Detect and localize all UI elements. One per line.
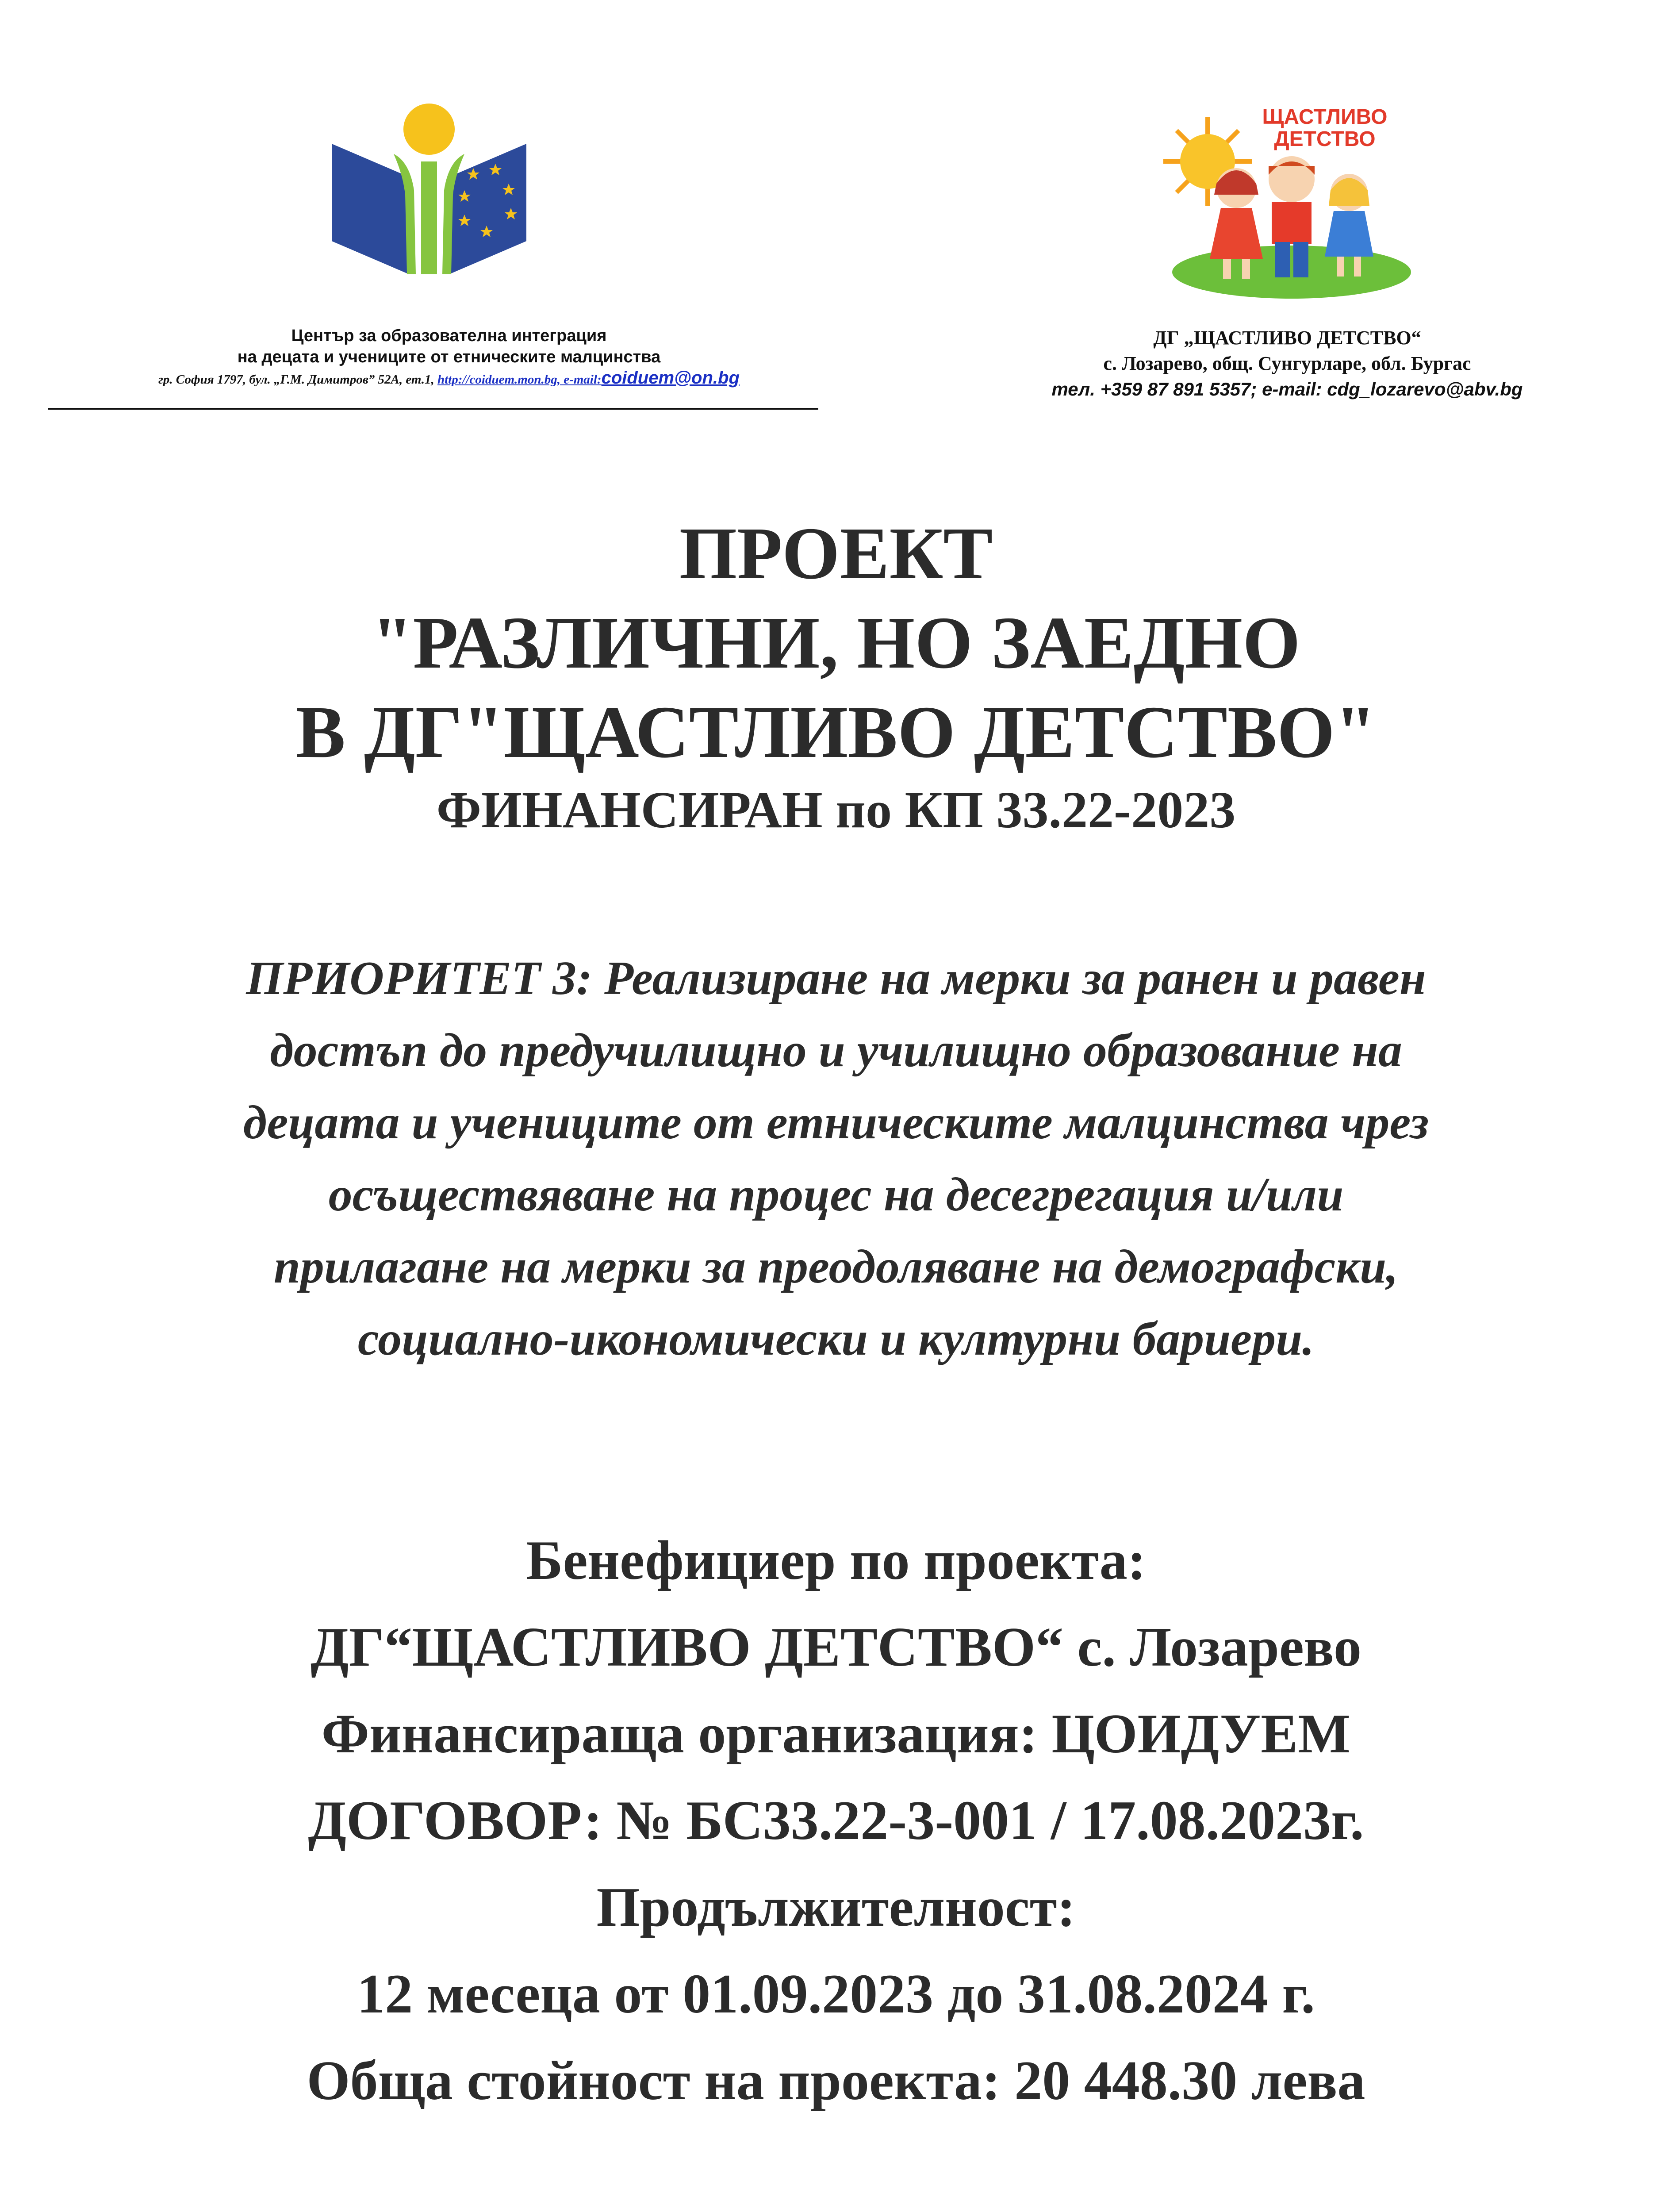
right-org-info [933,325,1641,402]
logo-text-line1: ЩАСТЛИВО [1262,105,1388,129]
left-org-address: гр. София 1797, бул. „Г.М. Димитров” 52А, ет.1, [158,373,438,387]
kindergarten-name: ДГ „ЩАСТЛИВО ДЕТСТВО“ [1153,327,1421,349]
title-line1: ПРОЕКТ [679,512,993,595]
priority-line1: ПРИОРИТЕТ 3: Реализиране на мерки за ранен и равен [246,952,1426,1005]
left-header-divider [48,408,818,410]
left-org-name-line2: на децата и учениците от етническите малцинства [237,348,661,366]
book-with-sun-and-eu-stars-logo-icon [327,102,531,279]
title-line2: "РАЗЛИЧНИ, НО ЗАЕДНО [372,602,1300,684]
left-org-website-link[interactable]: http://coiduem.mon.bg [437,373,557,387]
kindergarten-address: с. Лозарево, общ. Сунгурларе, обл. Бургас [1103,353,1471,374]
title-line3: В ДГ"ЩАСТЛИВО ДЕТСТВО" [296,691,1376,773]
beneficiary-label: Бенефициер по проекта: [526,1530,1146,1591]
priority-line4: осъществяване на процес на десегрегация и/или [328,1168,1344,1221]
priority-line3: децата и учениците от етническите малцинства чрез [243,1096,1429,1149]
coiduem-logo [327,102,531,279]
duration-value: 12 месеца от 01.09.2023 до 31.08.2024 г. [357,1963,1315,2025]
project-details [0,1517,1672,2124]
project-title [0,509,1672,843]
logo-text-line2: ДЕТСТВО [1274,127,1376,151]
priority-line5: прилагане на мерки за преодоляване на демографски, [273,1240,1399,1293]
funding-organization: Финансираща организация: ЦОИДУЕМ [321,1703,1351,1765]
kindergarten-contacts: тел. +359 87 891 5357; e-mail: cdg_lozarevo@abv.bg [1051,379,1523,399]
priority-line6: социално-икономически и културни бариери. [357,1313,1315,1365]
left-org-address-line [40,368,858,390]
beneficiary-name: ДГ“ЩАСТЛИВО ДЕТСТВО“ с. Лозарево [311,1617,1361,1678]
title-funding-line: ФИНАНСИРАН по КП 33.22-2023 [436,781,1236,839]
left-org-email-link[interactable]: coiduem@on.bg [601,368,740,388]
priority-line2: достъп до предучилищно и училищно образование на [270,1024,1402,1077]
priority-text [111,942,1561,1375]
left-org-name-line1: Център за образователна интеграция [291,326,607,345]
contract-number: ДОГОВОР: № БС33.22-3-001 / 17.08.2023г. [308,1790,1364,1851]
left-org-info [40,325,858,390]
happy-childhood-children-logo-icon [1159,100,1411,299]
left-org-email-label: , e-mail: [557,373,602,387]
duration-label: Продължителност: [596,1877,1076,1938]
kindergarten-logo [1159,100,1411,299]
total-value: Обща стойност на проекта: 20 448.30 лева [307,2050,1365,2112]
